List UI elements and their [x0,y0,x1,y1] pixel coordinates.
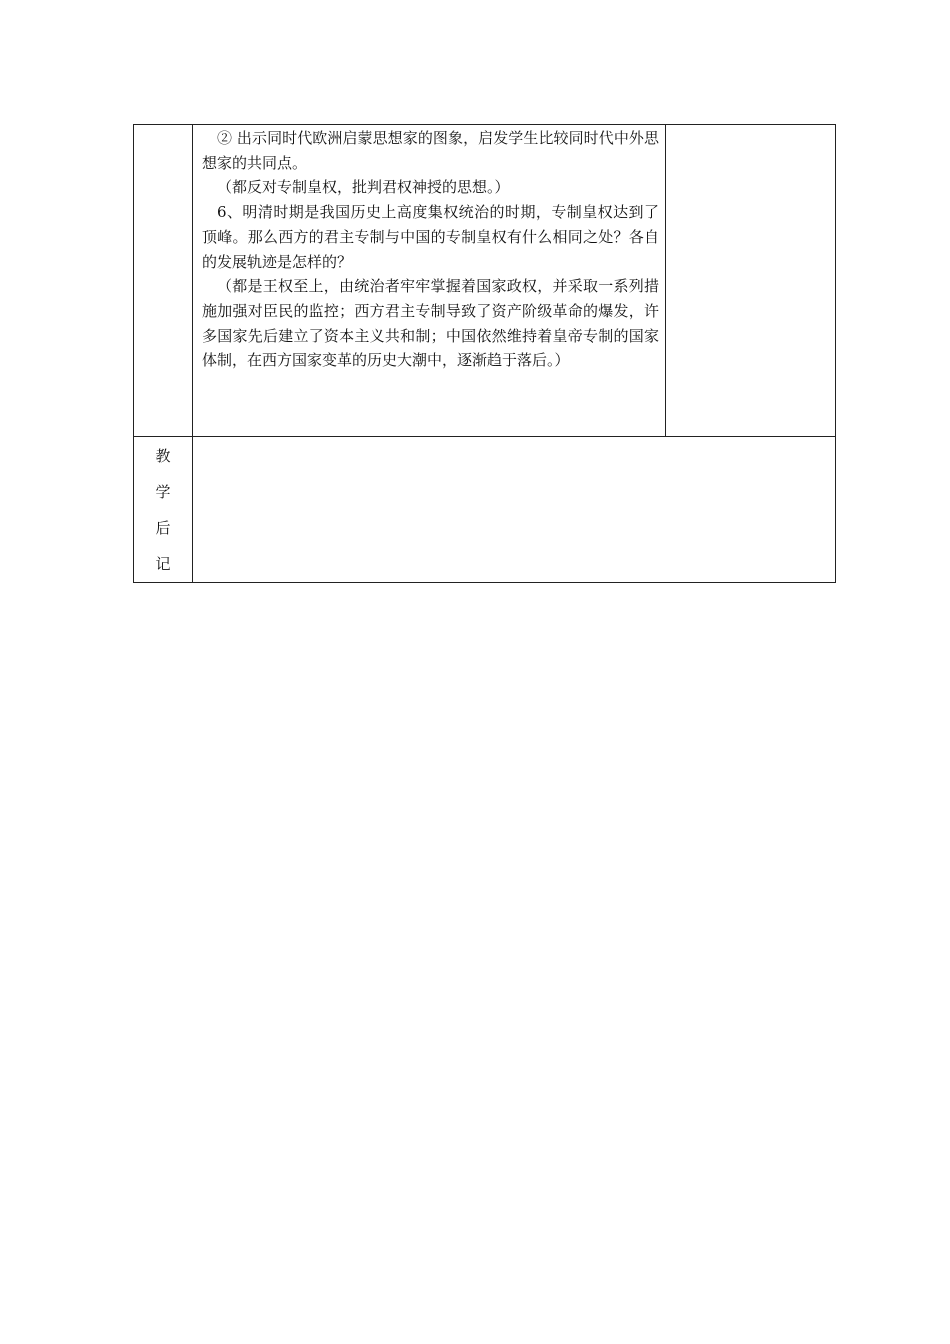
content-label-cell [134,125,193,437]
teaching-notes-label-cell [134,437,193,583]
content-row [134,125,836,437]
teaching-notes-content-cell [193,437,836,583]
paragraph: 6、明清时期是我国历史上高度集权统治的时期，专制皇权达到了顶峰。那么西方的君主专制与中国的专制皇权有什么相同之处？各自的发展轨迹是怎样的？ [202,203,659,271]
label-char: 学 [155,483,171,501]
label-char: 后 [155,519,171,537]
label-char: 记 [155,555,171,573]
teaching-notes-row [134,437,836,583]
content-text [193,125,665,373]
paragraph: （都反对专制皇权，批判君权神授的思想。） [217,178,510,197]
paragraph: ② 出示同时代欧洲启蒙思想家的图象，启发学生比较同时代中外思想家的共同点。 [202,129,659,172]
lesson-plan-table [133,124,836,583]
paragraph: （都是王权至上，由统治者牢牢掌握着国家政权，并采取一系列措施加强对臣民的监控；西方君主专制导致了资产阶级革命的爆发，许多国家先后建立了资本主义共和制；中国依然维持着皇帝专制的国家体制，在西方国家变革的历史大潮中，逐渐趋于落后。） [202,277,659,370]
teaching-notes-label [134,437,192,582]
label-char: 教 [155,447,171,465]
content-main-cell [193,125,666,437]
content-side-cell [666,125,836,437]
